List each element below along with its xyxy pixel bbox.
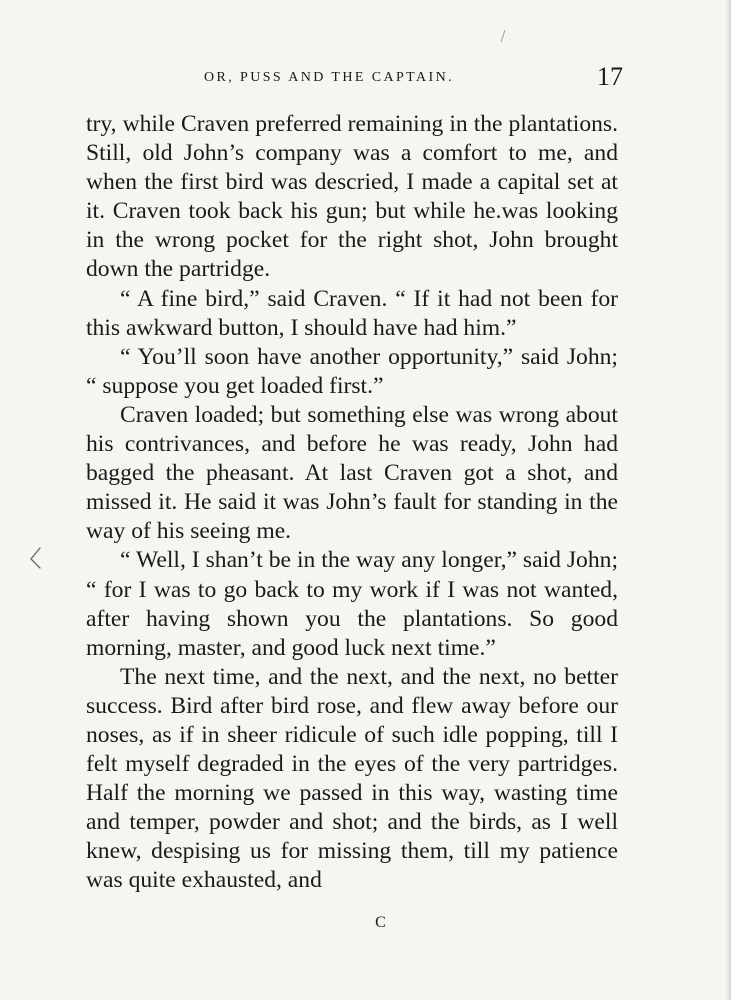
paragraph: “ Well, I shan’t be in the way any longer,” said John; “ for I was to go back to my work if I was not wanted, after having shown you the plantations. So good morning, master, and good luck next time.” <box>86 547 618 661</box>
running-head <box>86 62 623 92</box>
page-edge-shadow <box>725 0 731 1000</box>
paragraph: “ You’ll soon have another opportunity,” said John; “ suppose you get loaded first.” <box>86 343 618 399</box>
paragraph: try, while Craven preferred remaining in the plantations. Still, old John’s company was a comfort to me, and when the first bird was descried, I made a capital set at it. Craven took back his gun; but while he.was looking in the wrong pocket for the right shot, John brought down the partridge. <box>86 111 618 283</box>
margin-pencil-mark-icon <box>28 546 42 570</box>
stray-mark <box>500 30 506 42</box>
running-title: OR, PUSS AND THE CAPTAIN. <box>204 70 454 85</box>
paragraph: “ A fine bird,” said Craven. “ If it had not been for this awkward button, I should have had him.” <box>86 285 618 341</box>
paragraph: Craven loaded; but something else was wrong about his contrivances, and before he was ready, John had bagged the pheasant. At last Craven got a shot, and missed it. He said it was John’s fault for standing in the way of his seeing me. <box>86 401 618 545</box>
signature-mark: C <box>375 914 386 931</box>
paragraph: The next time, and the next, and the next, no better success. Bird after bird rose, and flew away before our noses, as if in sheer ridicule of such idle popping, till I felt myself degraded in the eyes of the very partridges. Half the morning we passed in this way, wasting time and temper, powder and shot; and the birds, as I well knew, despising us for missing them, till my patience was quite exhausted, and <box>86 663 618 894</box>
page-number: 17 <box>597 62 623 91</box>
body-text <box>86 110 618 896</box>
